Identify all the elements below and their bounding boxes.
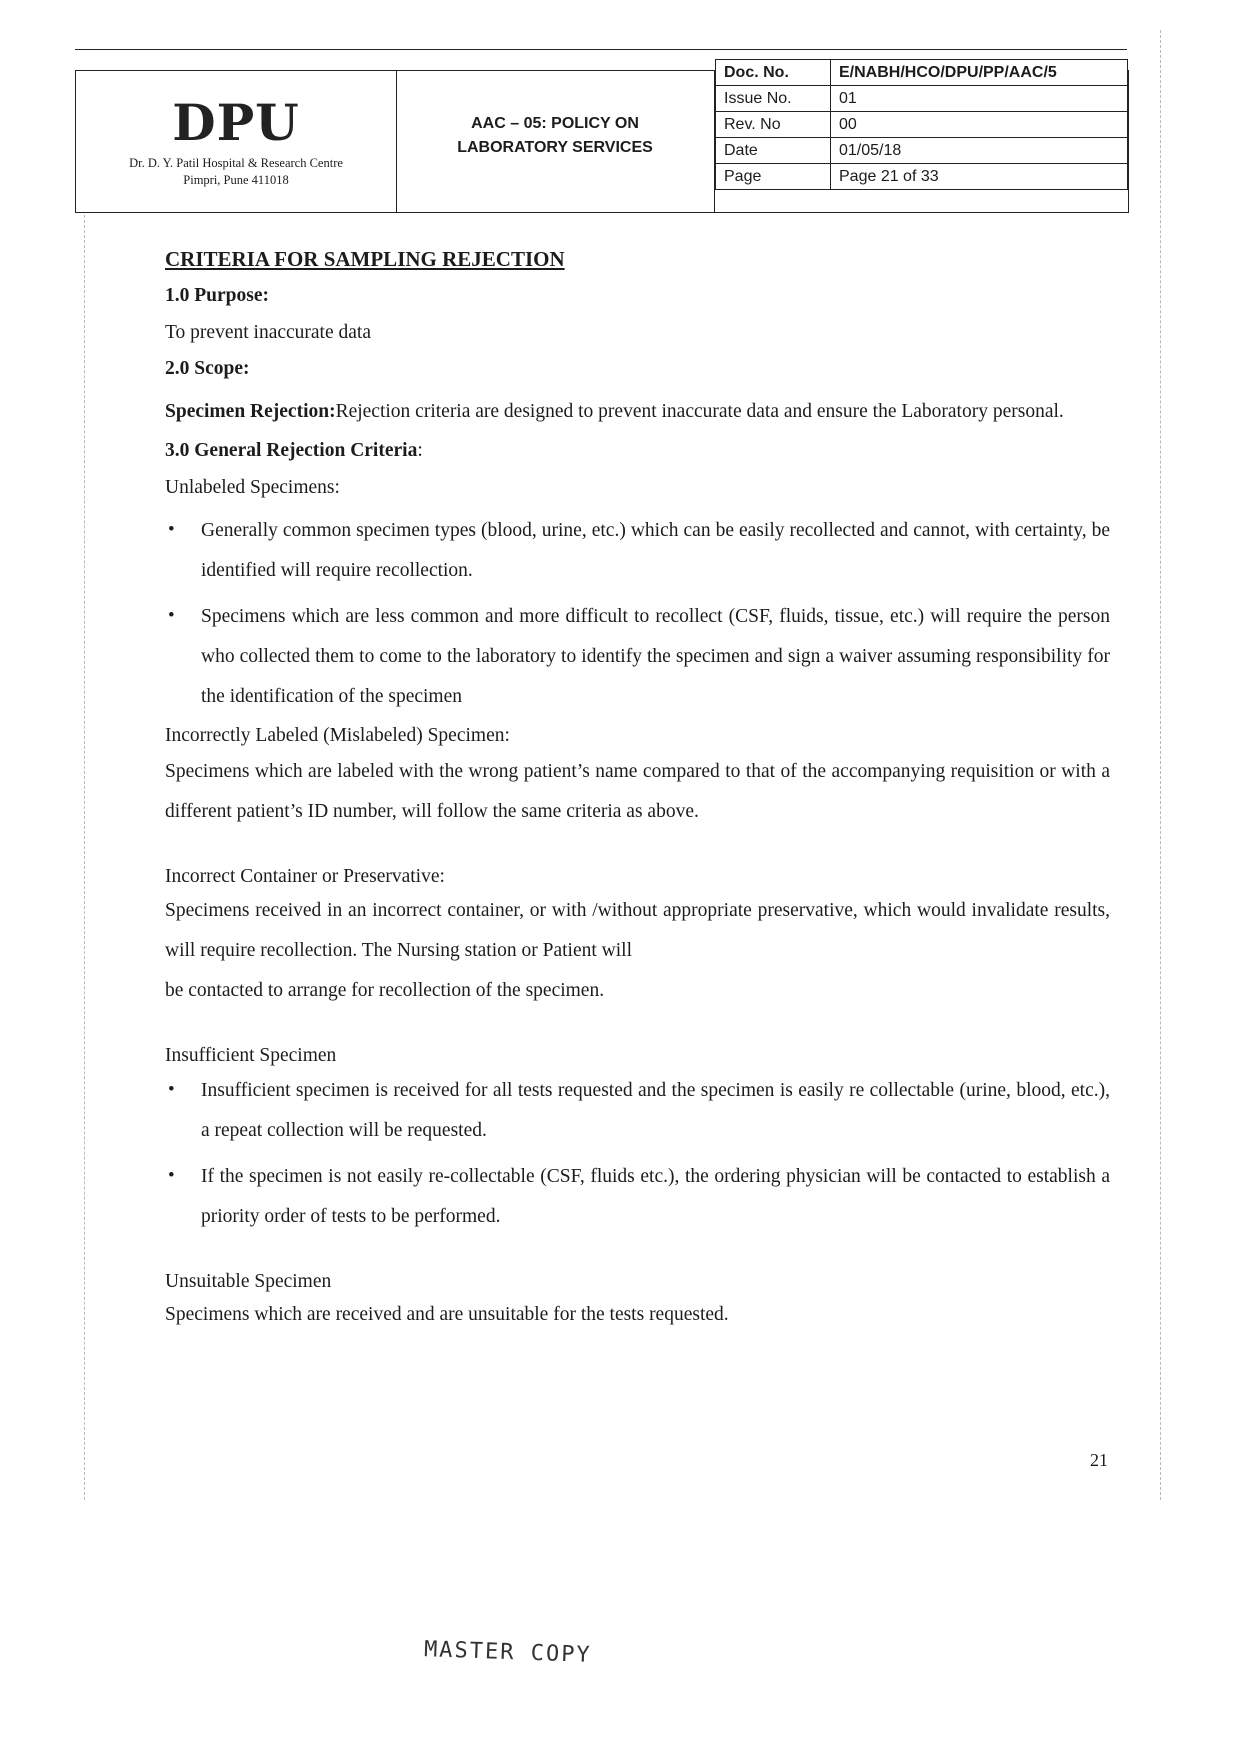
insufficient-heading: Insufficient Specimen — [165, 1045, 337, 1067]
unlabeled-heading: Unlabeled Specimens: — [165, 476, 340, 498]
meta-key: Rev. No — [716, 112, 831, 138]
list-item: • Generally common specimen types (blood, urine, etc.) which can be easily recollected and cannot, with certainty, be identified will require recollection. — [201, 511, 1110, 591]
container-text: Specimens received in an incorrect container, or with /without appropriate preservative, which would invalidate results, will require recollection. The Nursing station or Patient will — [165, 900, 1110, 962]
meta-row-issue-no — [716, 86, 1128, 112]
scan-margin-right — [1160, 30, 1161, 1500]
spacer — [165, 1017, 1110, 1043]
meta-row-rev-no — [716, 112, 1128, 138]
mislabeled-text: Specimens which are labeled with the wrong patient’s name compared to that of the accompanying requisition or with a different patient’s ID number, will follow the same criteria as above. — [165, 761, 1110, 823]
policy-title-line1: AAC – 05: POLICY ON — [471, 115, 639, 132]
main-heading: CRITERIA FOR SAMPLING REJECTION — [165, 247, 565, 271]
master-copy-stamp: MASTER COPY — [423, 1637, 593, 1668]
meta-key: Date — [716, 138, 831, 164]
scope-text: Rejection criteria are designed to prevent inaccurate data and ensure the Laboratory personal. — [335, 401, 1064, 423]
scope-label: Specimen Rejection: — [165, 401, 336, 423]
general-criteria-title: 3.0 General Rejection Criteria — [165, 440, 418, 462]
spacer — [165, 1243, 1110, 1269]
meta-key: Issue No. — [716, 86, 831, 112]
policy-title-line2: LABORATORY SERVICES — [457, 139, 653, 156]
general-criteria-colon: : — [417, 440, 423, 462]
list-item: • Specimens which are less common and more difficult to recollect (CSF, fluids, tissue, etc.) will require the person who collected them to come to the laboratory to identify the specimen and sign a waiver assuming responsibility for the identification of the specimen — [201, 597, 1110, 717]
unsuitable-heading: Unsuitable Specimen — [165, 1270, 332, 1292]
logo-cell — [76, 71, 397, 212]
container-text-cont: be contacted to arrange for recollection of the specimen. — [165, 980, 605, 1002]
list-item: • Insufficient specimen is received for all tests requested and the specimen is easily re collectable (urine, blood, etc.), a repeat collection will be requested. — [201, 1071, 1110, 1151]
header-top-rule — [75, 49, 1127, 50]
unsuitable-text: Specimens which are received and are unsuitable for the tests requested. — [165, 1303, 729, 1325]
meta-key: Page — [716, 164, 831, 190]
mislabeled-heading: Incorrectly Labeled (Mislabeled) Specimen: — [165, 724, 510, 746]
unlabeled-list — [165, 511, 1110, 717]
meta-value: Page 21 of 33 — [831, 164, 1128, 190]
dpu-logo: DPU — [172, 93, 300, 152]
policy-title-cell — [396, 71, 715, 212]
meta-value: 00 — [831, 112, 1128, 138]
container-heading: Incorrect Container or Preservative: — [165, 866, 445, 888]
document-body — [165, 246, 1110, 1338]
meta-value: E/NABH/HCO/DPU/PP/AAC/5 — [831, 60, 1128, 86]
meta-row-page — [716, 164, 1128, 190]
purpose-heading: 1.0 Purpose: — [165, 285, 269, 307]
meta-key: Doc. No. — [716, 60, 831, 86]
scope-heading: 2.0 Scope: — [165, 357, 250, 379]
document-meta-table — [715, 59, 1128, 190]
scope-paragraph — [165, 392, 1110, 432]
meta-row-date — [716, 138, 1128, 164]
meta-value: 01/05/18 — [831, 138, 1128, 164]
insufficient-list — [165, 1071, 1110, 1237]
scan-margin-left — [84, 215, 85, 1500]
general-criteria-heading — [165, 438, 1110, 463]
meta-value: 01 — [831, 86, 1128, 112]
purpose-text: To prevent inaccurate data — [165, 321, 371, 343]
org-name: Dr. D. Y. Patil Hospital & Research Centre — [129, 156, 343, 170]
org-address: Pimpri, Pune 411018 — [183, 173, 289, 187]
page-number: 21 — [1090, 1450, 1108, 1470]
spacer — [165, 838, 1110, 864]
document-header — [75, 63, 1129, 213]
meta-row-doc-no — [716, 60, 1128, 86]
list-item: • If the specimen is not easily re-collectable (CSF, fluids etc.), the ordering physician will be contacted to establish a priority order of tests to be performed. — [201, 1157, 1110, 1237]
